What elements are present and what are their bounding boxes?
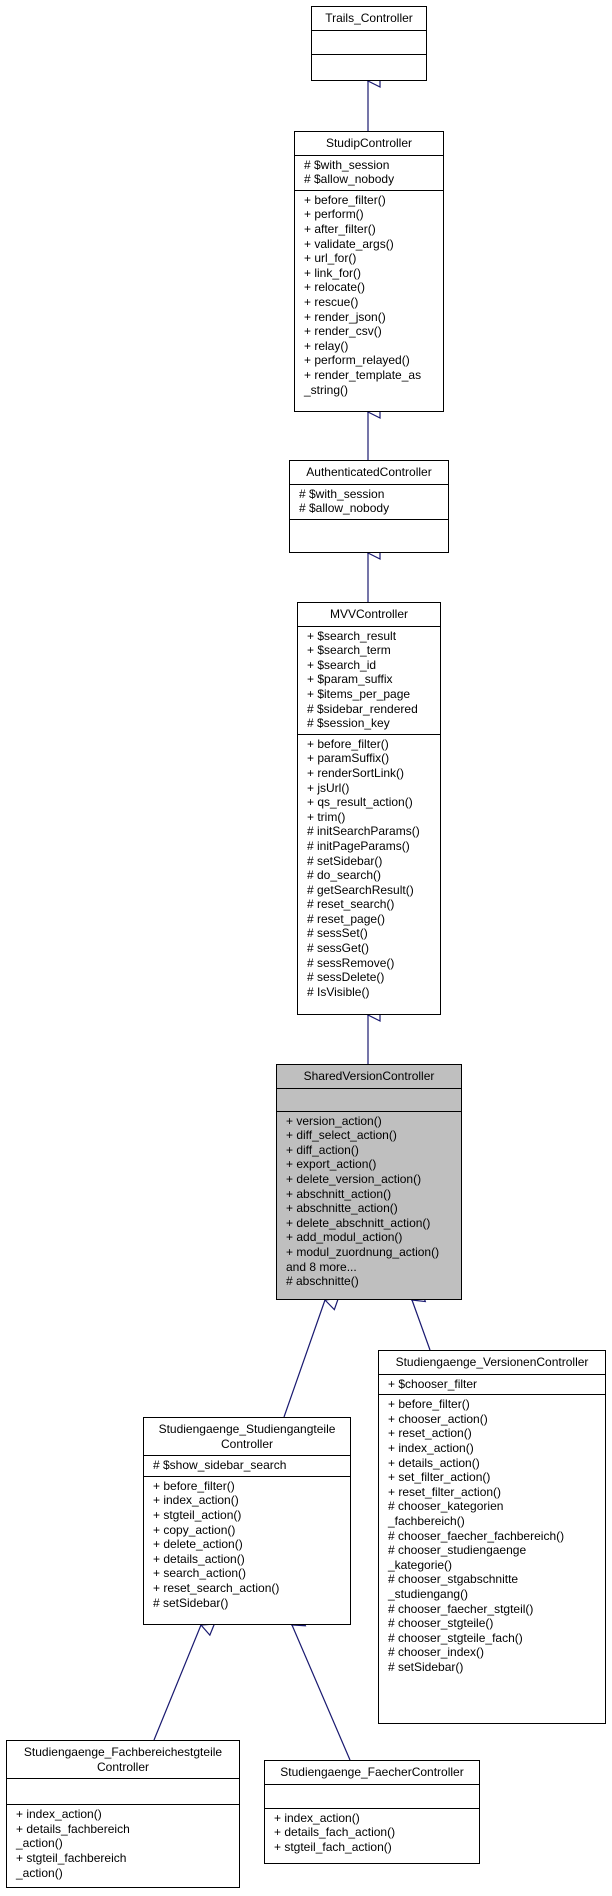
- method: # initSearchParams(): [307, 824, 420, 839]
- method: # IsVisible(): [307, 984, 370, 999]
- methods-section: [144, 1476, 350, 1613]
- attribute: # $sidebar_rendered: [307, 701, 418, 716]
- attributes-section: [277, 1088, 461, 1111]
- class-name: MVVController: [329, 607, 409, 621]
- attribute: + $search_term: [307, 643, 391, 658]
- method: + render_template_as: [304, 367, 422, 382]
- class-shared-version-controller: [276, 1064, 462, 1300]
- class-authenticated-controller: [289, 460, 449, 553]
- method: + url_for(): [304, 251, 357, 266]
- method: + diff_select_action(): [286, 1128, 397, 1143]
- method: + before_filter(): [388, 1397, 470, 1412]
- attribute: # $session_key: [307, 716, 390, 731]
- method: # chooser_stgabschnitte: [388, 1572, 519, 1587]
- method: # setSidebar(): [307, 853, 383, 868]
- method: + rescue(): [304, 294, 359, 309]
- methods-section: [295, 190, 443, 400]
- method: + index_action(): [153, 1493, 239, 1508]
- attribute: # $with_session: [304, 157, 390, 172]
- method: # chooser_index(): [388, 1645, 485, 1660]
- method: + jsUrl(): [307, 780, 350, 795]
- method: + details_fach_action(): [274, 1825, 396, 1840]
- method: + before_filter(): [307, 736, 389, 751]
- method: + relocate(): [304, 280, 366, 295]
- method: + abschnitte_action(): [286, 1201, 398, 1216]
- method: + index_action(): [16, 1807, 102, 1822]
- class-faecher-controller: [264, 1760, 480, 1864]
- method: # reset_page(): [307, 911, 386, 926]
- attributes-section: [265, 1784, 479, 1808]
- method: # sessDelete(): [307, 970, 385, 985]
- method: + stgteil_fachbereich: [16, 1850, 127, 1865]
- attribute: + $search_result: [307, 628, 397, 643]
- method: + before_filter(): [153, 1478, 235, 1493]
- attribute: # $allow_nobody: [304, 172, 395, 187]
- methods-section: [379, 1394, 605, 1677]
- method: + export_action(): [286, 1157, 377, 1172]
- method: # sessRemove(): [307, 955, 395, 970]
- method: # chooser_stgteile_fach(): [388, 1630, 523, 1645]
- edge-fachb-to-teile: [154, 1625, 201, 1740]
- method: # chooser_stgteile(): [388, 1616, 494, 1631]
- method: + details_fachbereich: [16, 1821, 130, 1836]
- method: + stgteil_fach_action(): [274, 1839, 392, 1854]
- method: + diff_action(): [286, 1142, 359, 1157]
- methods-section: [7, 1804, 239, 1883]
- class-name: Studiengaenge_FaecherController: [280, 1765, 464, 1779]
- method: + stgteil_action(): [153, 1507, 242, 1522]
- method: + version_action(): [286, 1113, 382, 1128]
- method: + trim(): [307, 809, 346, 824]
- attribute: # $allow_nobody: [299, 501, 390, 516]
- attributes-section: [290, 484, 448, 519]
- methods-section: [312, 54, 426, 78]
- method: + perform(): [304, 207, 364, 222]
- method: + link_for(): [304, 265, 362, 280]
- method: # chooser_studiengaenge: [388, 1543, 527, 1558]
- class-name: [7, 1741, 239, 1778]
- attributes-section: [379, 1374, 605, 1395]
- method: # sessSet(): [307, 926, 368, 941]
- methods-section: [290, 519, 448, 547]
- method: + chooser_action(): [388, 1411, 488, 1426]
- method: + reset_filter_action(): [388, 1484, 502, 1499]
- method: # abschnitte(): [286, 1274, 359, 1289]
- method: _action(): [16, 1865, 63, 1880]
- method: + renderSortLink(): [307, 765, 405, 780]
- attributes-section: [144, 1455, 350, 1476]
- method: _fachbereich(): [388, 1513, 465, 1528]
- method: # chooser_faecher_fachbereich(): [388, 1528, 565, 1543]
- class-name-line-2: Controller: [220, 1436, 274, 1451]
- edge-teile-to-shared: [284, 1300, 325, 1417]
- method: + modul_zuordnung_action(): [286, 1244, 440, 1259]
- method: + render_csv(): [304, 324, 382, 339]
- method: + before_filter(): [304, 192, 386, 207]
- method: + validate_args(): [304, 236, 394, 251]
- method: # initPageParams(): [307, 838, 410, 853]
- method: + delete_action(): [153, 1537, 243, 1552]
- attributes-section: [298, 626, 440, 734]
- class-mvv-controller: [297, 602, 441, 1015]
- method: + relay(): [304, 338, 349, 353]
- method: + copy_action(): [153, 1522, 236, 1537]
- method: + details_action(): [388, 1455, 480, 1470]
- class-name-line-2: Controller: [96, 1759, 150, 1774]
- method: # setSidebar(): [153, 1595, 229, 1610]
- method: + delete_version_action(): [286, 1171, 422, 1186]
- edge-faecher-to-teile: [292, 1625, 350, 1760]
- methods-section: [265, 1808, 479, 1858]
- method: _action(): [16, 1836, 63, 1851]
- attributes-section: [312, 30, 426, 54]
- method: + index_action(): [388, 1440, 474, 1455]
- method: # sessGet(): [307, 941, 370, 956]
- method: + set_filter_action(): [388, 1470, 491, 1485]
- attributes-section: [7, 1778, 239, 1804]
- attributes-section: [295, 155, 443, 190]
- attribute: + $chooser_filter: [388, 1376, 478, 1391]
- class-name: StudipController: [325, 136, 413, 150]
- methods-section: [277, 1111, 461, 1292]
- method: + after_filter(): [304, 221, 376, 236]
- class-name-line-1: Studiengaenge_Fachbereichestgteile: [23, 1745, 223, 1759]
- method: _studiengang(): [388, 1586, 469, 1601]
- edge-versionen-to-shared: [412, 1300, 430, 1350]
- class-name: [144, 1418, 350, 1455]
- class-fachbereichestgteile-controller: [6, 1740, 240, 1888]
- class-versionen-controller: [378, 1350, 606, 1724]
- method: + reset_search_action(): [153, 1580, 280, 1595]
- method: + search_action(): [153, 1566, 247, 1581]
- class-name: SharedVersionController: [303, 1069, 435, 1083]
- method: # chooser_kategorien: [388, 1499, 504, 1514]
- method: + index_action(): [274, 1810, 360, 1825]
- method: + paramSuffix(): [307, 751, 390, 766]
- method: + qs_result_action(): [307, 795, 413, 810]
- method: + abschnitt_action(): [286, 1186, 392, 1201]
- attribute: + $items_per_page: [307, 686, 411, 701]
- class-studiengangteile-controller: [143, 1417, 351, 1625]
- attribute: # $with_session: [299, 486, 385, 501]
- method: + reset_action(): [388, 1426, 472, 1441]
- method: # reset_search(): [307, 897, 395, 912]
- method: # chooser_faecher_stgteil(): [388, 1601, 534, 1616]
- method: # setSidebar(): [388, 1659, 464, 1674]
- method: _string(): [304, 382, 349, 397]
- method: + add_modul_action(): [286, 1230, 403, 1245]
- class-trails-controller: [311, 6, 427, 81]
- method: + delete_abschnitt_action(): [286, 1215, 431, 1230]
- more-members-note: and 8 more...: [286, 1259, 357, 1274]
- class-name: Trails_Controller: [325, 11, 413, 25]
- class-studip-controller: [294, 131, 444, 412]
- attribute: + $search_id: [307, 657, 377, 672]
- attribute: # $show_sidebar_search: [153, 1458, 287, 1473]
- method: + perform_relayed(): [304, 353, 410, 368]
- method: # do_search(): [307, 868, 382, 883]
- method: # getSearchResult(): [307, 882, 414, 897]
- methods-section: [298, 734, 440, 1003]
- class-name: Studiengaenge_VersionenController: [395, 1355, 589, 1369]
- method: _kategorie(): [388, 1557, 453, 1572]
- class-name-line-1: Studiengaenge_Studiengangteile: [158, 1422, 336, 1436]
- class-name: AuthenticatedController: [306, 465, 432, 479]
- method: + render_json(): [304, 309, 386, 324]
- method: + details_action(): [153, 1551, 245, 1566]
- attribute: + $param_suffix: [307, 672, 393, 687]
